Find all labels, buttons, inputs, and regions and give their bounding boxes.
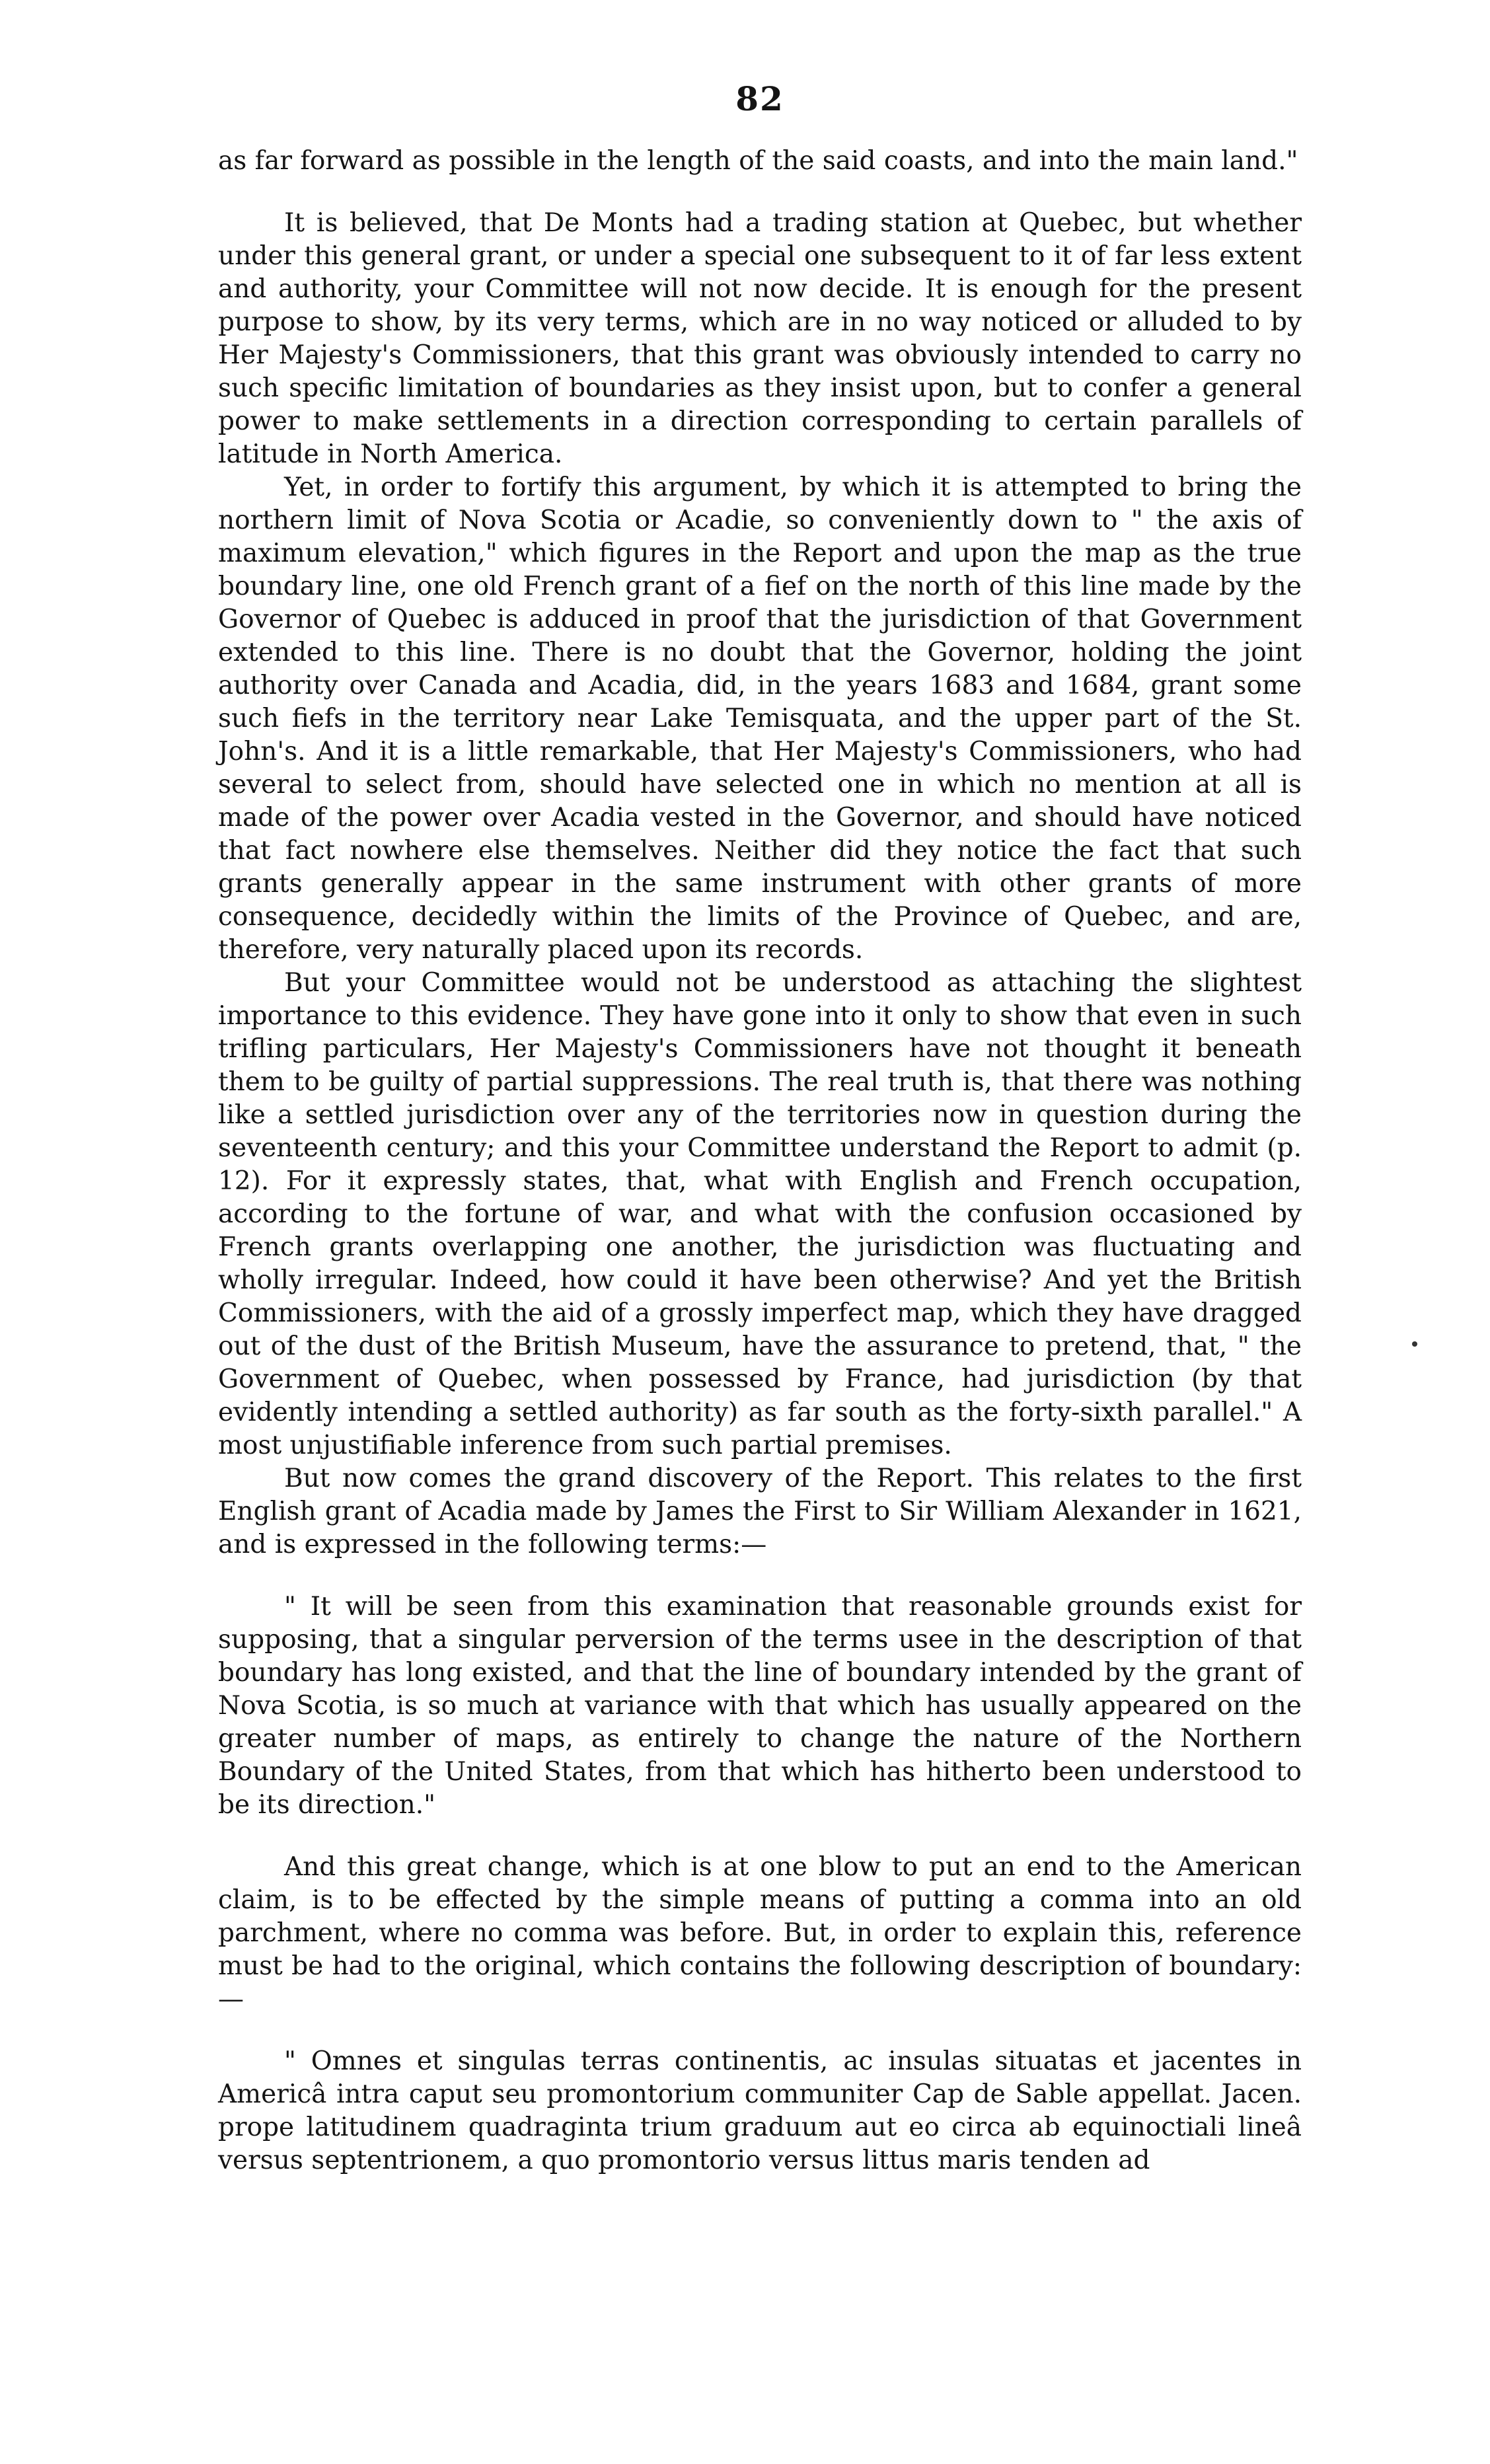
paragraph-de-monts: It is believed, that De Monts had a trading station at Quebec, but whether under this general grant, or under a special one subsequent to it of far less extent and authority, your Committee will not now decide. It is enough for the present purpose to show, by its very terms, which are in no way noticed or alluded to by Her Majesty's Commissioners, that this grant was obviously intended to carry no such specific limitation of boundaries as they insist upon, but to confer a general power to make settlements in a direction corresponding to certain parallels of latitude in North America. [218, 208, 1302, 469]
document-page [218, 79, 1302, 2177]
paragraph-french-grant: Yet, in order to fortify this argument, by which it is attempted to bring the northern limit of Nova Scotia or Acadie, so conveniently down to " the axis of maximum elevation," which figures in the Report and upon the map as the true boundary line, one old French grant of a fief on the north of this line made by the Governor of Quebec is adduced in proof that the jurisdiction of that Government extended to this line. There is no doubt that the Governor, holding the joint authority over Canada and Acadia, did, in the years 1683 and 1684, grant some such fiefs in the territory near Lake Temisquata, and the upper part of the St. John's. And it is a little remarkable, that Her Majesty's Commissioners, who had several to select from, should have selected one in which no mention at all is made of the power over Acadia vested in the Governor, and should have noticed that fact nowhere else themselves. Neither did they notice the fact that such grants generally appear in the same instrument with other grants of more consequence, decidedly within the limits of the Province of Quebec, and are, therefore, very naturally placed upon its records. [218, 472, 1302, 965]
paragraph-comma: And this great change, which is at one blow to put an end to the American claim, is to be effected by the simple means of putting a comma into an old parchment, where no comma was before. But, in order to explain this, reference must be had to the original, which contains the following description of boundary:— [218, 1852, 1302, 2014]
quote-report: " It will be seen from this examination that reasonable grounds exist for supposing, that a singular perversion of the terms usee in the description of that boundary has long existed, and that the line of boundary intended by the grant of Nova Scotia, is so much at variance with that which has usually appeared on the greater number of maps, as entirely to change the nature of the Northern Boundary of the United States, from that which has hitherto been understood to be its direction." [218, 1592, 1302, 1820]
paragraph-continuation: as far forward as possible in the length of the said coasts, and into the main land." [218, 146, 1298, 176]
paragraph-grand-discovery: But now comes the grand discovery of the Report. This relates to the first English grant of Acadia made by James the First to Sir William Alexander in 1621, and is expressed in the following terms:— [218, 1464, 1302, 1559]
paragraph-committee-evidence: But your Committee would not be understood as attaching the slightest importance to this evidence. They have gone into it only to show that even in such trifling particulars, Her Majesty's Commissioners have not thought it beneath them to be guilty of partial suppressions. The real truth is, that there was nothing like a settled jurisdiction over any of the territories now in question during the seventeenth century; and this your Committee understand the Report to admit (p. 12). For it expressly states, that, what with English and French occupation, according to the fortune of war, and what with the confusion occasioned by French grants overlapping one another, the jurisdiction was fluctuating and wholly irregular. Indeed, how could it have been otherwise? And yet the British Commissioners, with the aid of a grossly imperfect map, which they have dragged out of the dust of the British Museum, have the assurance to pretend, that, " the Government of Quebec, when possessed by France, had jurisdiction (by that evidently intending a settled authority) as far south as the forty-sixth parallel." A most unjustifiable inference from such partial premises. [218, 968, 1302, 1460]
quote-latin-grant: " Omnes et singulas terras continentis, ac insulas situatas et jacentes in Americâ intra caput seu promontorium communiter Cap de Sable appellat. Jacen. prope latitudinem quadraginta trium graduum aut eo circa ab equinoctiali lineâ versus septentrionem, a quo promontorio versus littus maris tenden ad [218, 2046, 1302, 2175]
margin-dot [1412, 1341, 1417, 1347]
page-number: 82 [735, 79, 784, 118]
